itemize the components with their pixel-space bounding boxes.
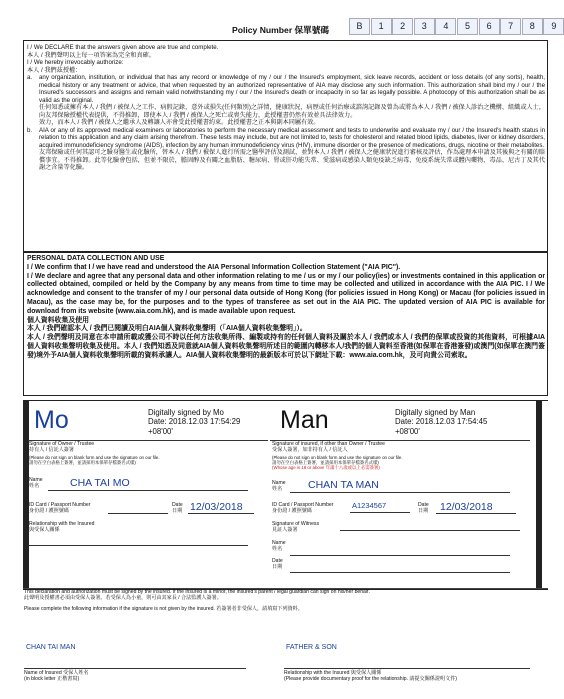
- footer-rel-label-sub: (Please provide documentary proof for the relationship. 請提交關係證明文件): [284, 675, 457, 682]
- owner-id-line: [108, 513, 168, 514]
- footer-rel-label: [284, 671, 457, 683]
- insured-date-value[interactable]: 12/03/2018: [440, 501, 493, 513]
- item-b: [27, 127, 545, 172]
- owner-rel-label-zh: 與受保人關係: [29, 526, 60, 533]
- pdc-zh-p2: 本人 / 我們聲明及同意在本申請所載或獲公司不時以任何方法收集所得、編製或持有的任何個人資料及關於本人 / 我們或本人 / 我們的保單或投資的其他資料，可根據AIA個人資料收集聲明收集及使用。本人 / 我們知悉及同意就AIA個人資料收集聲明所述目的範圍內轉移本人/我們的個人資料至香港(如保單在香港簽發)或澳門(如保單在澳門簽發)境外予AIA個人資料收集聲明所載的資料承讓人。AIA個人資料收集聲明的最新版本可於以下網址下載：www.aia.com.hk，及可向貴公司索取。: [27, 334, 545, 359]
- witness-name-label-en: Name: [272, 540, 286, 546]
- pdc-zh-title: 個人資料收集及使用: [27, 316, 90, 324]
- footer-name-label-sub: (in block letter 正楷書寫): [24, 675, 80, 682]
- owner-sig-note-zh: 請勿在空白表格上簽署，並請採用本保單存檔簽名式樣): [29, 460, 136, 465]
- policy-number-box[interactable]: 6: [479, 18, 500, 35]
- insured-date-label-zh: 日期: [418, 507, 429, 514]
- footer-rel-value[interactable]: FATHER & SON: [286, 644, 337, 651]
- owner-name-label-zh: 姓名: [29, 482, 40, 489]
- digital-sig-line: Date: 2018.12.03 17:54:29: [148, 417, 241, 427]
- witness-name-label: [272, 541, 286, 553]
- insured-name-label-en: Name: [272, 480, 286, 486]
- insured-name-line: [290, 492, 510, 493]
- witness-name-label-zh: 姓名: [272, 545, 283, 552]
- insured-name-label: [272, 481, 286, 493]
- right-bar: [536, 400, 542, 590]
- policy-number-box[interactable]: 2: [392, 18, 413, 35]
- policy-number-box[interactable]: 3: [414, 18, 435, 35]
- declaration-line: I / We DECLARE that the answers given above are true and complete.: [27, 44, 219, 51]
- policy-number-box[interactable]: 8: [522, 18, 543, 35]
- item-b-en: AIA or any of its approved medical examiners or laboratories to perform the necessary medical assessment and tests to underwrite and evaluate my / our / the Insured's health status in relation to this application and any claim arising therefrom. These tests may include, but are not limited to, tests for cholesterol and related blood lipids, diabetes, liver or kidney disorders, acquired immunodeficiency syndrome (AIDS), infection by any human immunodeficiency virus (HIV), immune disorder or the presence of medications, drugs, nicotine or their metabolites.: [39, 126, 545, 149]
- footer-name-value[interactable]: CHAN TAI MAN: [26, 644, 76, 651]
- owner-digital-signature: [148, 408, 240, 436]
- policy-number-box[interactable]: 4: [435, 18, 456, 35]
- owner-name-line: [48, 490, 248, 491]
- item-a: [27, 74, 545, 127]
- footer-rel-label-en: Relationship with the Insured 與受保人關係: [284, 670, 382, 676]
- owner-signature: Mo: [34, 406, 69, 434]
- witness-sig-line: [340, 530, 520, 531]
- insured-sig-note-en: (Please do not sign on blank form and use the signature on our file.: [272, 455, 403, 460]
- footer-line1-zh: 此聲明及授權書必須由受保人簽署。若受保人為小童，則可由其家長 / 合法監護人簽署。: [24, 594, 222, 601]
- owner-date-label-zh: 日期: [172, 507, 183, 514]
- footer-text-2: Please complete the following information if the signature is not given by the insured. 若簽署者非受保人，請填寫下列資料。: [24, 606, 303, 612]
- declaration-frame: [23, 40, 548, 252]
- insured-signature: Man: [280, 406, 329, 434]
- insured-sig-label-en: Signature of insured, if other than Owner / Trustee: [272, 441, 385, 447]
- policy-number-box[interactable]: B: [349, 18, 370, 35]
- owner-rel-line: [28, 545, 248, 546]
- owner-rel-label-en: Relationship with the Insured: [29, 521, 95, 527]
- policy-number-label: Policy Number 保單號碼: [232, 25, 329, 35]
- insured-minor-note: (Whose age is 18 or above 年滿十八歲或以上必需簽署): [272, 465, 380, 470]
- item-a-label: a.: [27, 74, 33, 81]
- footer-rel-line: [284, 668, 530, 669]
- insured-date-line: [436, 513, 516, 514]
- owner-sig-label-zh: 持有人 / 信託人簽署: [29, 446, 74, 453]
- owner-date-label: [172, 503, 183, 515]
- owner-name-label: [29, 478, 43, 490]
- policy-number-box[interactable]: 5: [457, 18, 478, 35]
- declaration-line: 本人 / 我們聲明以上每一項答案為完全和真確。: [27, 51, 155, 59]
- digital-sig-line: Digitally signed by Mo: [148, 408, 224, 417]
- owner-date-value[interactable]: 12/03/2018: [190, 501, 243, 513]
- insured-sig-label-zh: 受保人簽署，如非持有人 / 信託人: [272, 446, 348, 453]
- insured-id-label-en: ID Card / Passport Number: [272, 502, 334, 508]
- witness-label-en: Signature of Witness: [272, 521, 319, 527]
- witness-date-label-en: Date: [272, 558, 283, 564]
- item-a-zh: 任何知悉或擁有本人 / 我們 / 被保人之工作、病假記錄，意外或損失(任何類別)之詳情，健康狀況，病歷或任何治療或諮詢記錄及曾為或將為本人 / 我們 / 被保人診治之機構、組織或人士，向友邦保險授權代表提供，不得推卸，即使本人 / 我們 / 被保人之死亡或喪失能力，此授權書仍然有效並具法律效力。: [39, 104, 545, 119]
- policy-number-box[interactable]: 1: [371, 18, 392, 35]
- owner-name-label-en: Name: [29, 477, 43, 483]
- owner-sig-label: [29, 442, 94, 454]
- declaration-line: I / We hereby irrevocably authorize:: [27, 59, 124, 66]
- witness-date-label-zh: 日期: [272, 563, 283, 570]
- witness-name-line: [290, 555, 510, 556]
- insured-sig-note-zh: 請勿在空白表格上簽署，並請採用本保單存檔簽名式樣): [272, 460, 379, 465]
- insured-name-value[interactable]: CHAN TA MAN: [308, 479, 379, 491]
- owner-sig-note: [29, 455, 160, 465]
- owner-date-line: [188, 513, 254, 514]
- insured-sig-label: [272, 442, 385, 454]
- owner-rel-label: [29, 522, 94, 534]
- digital-sig-line: Date: 2018.12.03 17:54:45: [395, 417, 488, 427]
- pdc-title: PERSONAL DATA COLLECTION AND USE: [27, 255, 165, 262]
- insured-sig-note: [272, 455, 403, 470]
- owner-date-label-en: Date: [172, 502, 183, 508]
- digital-sig-line: Digitally signed by Man: [395, 408, 476, 417]
- footer-line1-en: This declaration and authorization must be signed by the insured. If the insured is a minor, the insured's parent / legal guardian can sign on his/her behalf.: [24, 589, 370, 595]
- insured-id-value[interactable]: A1234567: [352, 501, 387, 510]
- pdc-en-p2: I / We declare and agree that any personal data and other information relating to me / us or my / our policy(ies) or investments contained in this application or collected obtained, compiled or held by the Company by any means from time to time may be collected and utilized in accordance with the AIA PIC. I / We acknowledge and consent to the transfer of my / our personal data outside of Hong Kong (for policies issued in Hong Kong) or Macau (for policies issued in Macau), as the case may be, for the purposes and to the types of transferee as set out in the AIA PIC. The updated version of AIA PIC is available for download from its website (www.aia.com.hk), and is made available upon request.: [27, 272, 545, 315]
- left-bar: [23, 400, 29, 590]
- policy-number-box[interactable]: 9: [543, 18, 564, 35]
- insured-id-label-zh: 身份證 / 護照號碼: [272, 507, 312, 514]
- witness-date-label: [272, 559, 283, 571]
- pdc-text: [27, 255, 545, 361]
- witness-label: [272, 522, 319, 534]
- witness-date-line: [290, 572, 510, 573]
- item-b-zh: 友邦保險或任何其認可之驗身醫生或化驗所，替本人 / 我們 / 被保人進行所需之醫學評估及測試，並對本人 / 我們 / 被保人之健康狀況進行審核及評估，作為處理本申請及其後與之有關的賠償事宜。不得推卸。此等化驗會包括，但並不限於，膽固醇及有關之血脂肪、糖尿病、腎或肝功能失常、愛滋病或感染人類免疫缺乏病毒、免疫系統失常或體內藥物、毒品、尼古丁及其代謝之含量等化驗。: [39, 149, 545, 171]
- footer-name-label: [24, 671, 89, 683]
- insured-id-label: [272, 503, 333, 515]
- witness-label-zh: 見証人簽署: [272, 526, 298, 533]
- owner-name-value[interactable]: CHA TAI MO: [70, 477, 130, 489]
- insured-date-label: [418, 503, 429, 515]
- digital-sig-line: +08'00': [395, 426, 420, 436]
- owner-id-label-zh: 身份證 / 護照號碼: [29, 507, 69, 514]
- item-b-label: b.: [27, 126, 33, 134]
- pdc-en-p1: I / We confirm that I / we have read and understood the AIA Personal Information Collection Statement ("AIA PIC").: [27, 263, 401, 271]
- footer-name-line: [24, 668, 246, 669]
- insured-digital-signature: [395, 408, 487, 436]
- item-a-zh2: 效力，而本人 / 我們 / 被保人之繼承人及轉讓人亦會受此授權書約束。此授權書之正本與副本同屬有效。: [39, 119, 320, 126]
- insured-date-label-en: Date: [418, 502, 429, 508]
- insured-name-label-zh: 姓名: [272, 485, 283, 492]
- declaration-line: 本人 / 我們茲授權：: [27, 66, 82, 74]
- digital-sig-line: +08'00': [148, 426, 173, 436]
- item-a-en: any organization, institution, or individual that has any record or knowledge of my / our / the Insured's employment, sick leave records, accident or loss details (of any sorts), health, medical history or any treatment or advice, that when requested by an authorized representative of AIA may disclose any such information. This authorization shall bind my / our / the Insured's successors and assigns and remain valid notwithstanding my / our / the Insured's death or incapacity in so far as legally possible. A photocopy of this authorization shall be as valid as the original.: [39, 74, 545, 104]
- pdc-zh-p1: 本人 / 我們確認本人 / 我們已閱讀及明白AIA個人資料收集聲明（「AIA個人資料收集聲明」）。: [27, 325, 307, 333]
- declaration-text: [27, 44, 545, 172]
- owner-sig-note-en: (Please do not sign on blank form and use the signature on our file.: [29, 455, 160, 460]
- pdc-frame: [23, 252, 548, 396]
- footer-text-1: [24, 590, 544, 602]
- footer-name-label-en: Name of Insured 受保人姓名: [24, 670, 89, 676]
- owner-sig-label-en: Signature of Owner / Trustee: [29, 441, 95, 447]
- policy-number-box[interactable]: 7: [500, 18, 521, 35]
- owner-id-label: [29, 503, 90, 515]
- owner-id-label-en: ID Card / Passport Number: [29, 502, 91, 508]
- insured-id-line: [350, 512, 410, 513]
